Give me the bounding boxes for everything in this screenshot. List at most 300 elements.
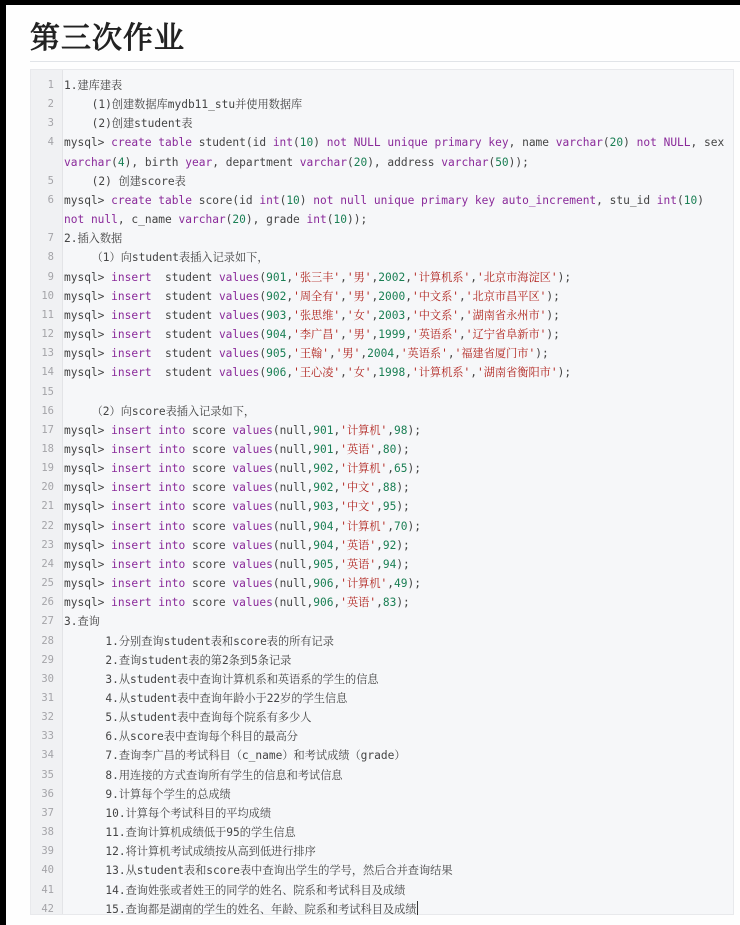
code-keyword: insert into bbox=[111, 423, 186, 437]
code-line bbox=[31, 823, 733, 842]
code-text: , bbox=[371, 289, 379, 303]
line-text bbox=[62, 574, 733, 593]
code-text: 1.建库建表 bbox=[64, 79, 123, 92]
code-line bbox=[31, 402, 733, 421]
code-line bbox=[31, 287, 733, 306]
code-text: score bbox=[185, 423, 233, 437]
code-text: ); bbox=[396, 481, 410, 495]
line-number: 41 bbox=[41, 883, 54, 896]
line-number: 12 bbox=[41, 328, 54, 341]
code-text: , bbox=[371, 270, 379, 284]
code-text: mysql> bbox=[64, 136, 112, 150]
code-string: '张思维' bbox=[293, 308, 341, 322]
line-text bbox=[62, 114, 733, 133]
code-line bbox=[31, 421, 733, 440]
code-text: 5.从student表中查询每个院系有多少人 bbox=[105, 711, 312, 725]
code-text: , bbox=[286, 347, 294, 361]
code-text: 7.查询李广昌的考试科目（c_name）和考试成绩（grade） bbox=[105, 749, 406, 763]
code-text: , bbox=[387, 423, 395, 437]
code-text: , bbox=[333, 577, 341, 591]
code-text: , sex bbox=[690, 136, 731, 150]
code-keyword: varchar bbox=[555, 136, 603, 150]
line-text bbox=[62, 517, 733, 536]
code-text: mysql> bbox=[64, 308, 112, 322]
code-keyword: int bbox=[306, 213, 327, 227]
code-text: ( bbox=[602, 136, 610, 150]
line-number: 11 bbox=[41, 308, 54, 321]
code-number: 10 bbox=[333, 213, 347, 227]
code-text: 13.从student表和score表中查询出学生的学号，然后合并查询结果 bbox=[105, 864, 453, 878]
line-number: 18 bbox=[41, 442, 54, 455]
code-keyword: insert into bbox=[111, 500, 186, 514]
code-keyword: insert into bbox=[111, 519, 186, 533]
code-string: '计算机' bbox=[340, 519, 388, 533]
line-text bbox=[62, 766, 733, 785]
code-text: ( bbox=[259, 366, 267, 380]
code-number: 901 bbox=[313, 442, 334, 456]
code-text: score bbox=[185, 481, 233, 495]
code-string: '男' bbox=[346, 270, 372, 284]
code-line bbox=[31, 612, 733, 631]
code-number: 902 bbox=[313, 481, 334, 495]
code-string: '男' bbox=[346, 328, 372, 342]
line-text bbox=[62, 421, 733, 440]
line-number: 31 bbox=[41, 692, 54, 704]
code-number: 10 bbox=[683, 193, 698, 207]
code-string: '计算机' bbox=[340, 462, 388, 476]
line-text bbox=[62, 708, 733, 727]
code-string: '男' bbox=[346, 289, 372, 303]
line-number: 8 bbox=[47, 251, 54, 264]
code-keyword: create table bbox=[111, 193, 192, 207]
code-text: , bbox=[376, 481, 383, 495]
code-keyword: int bbox=[259, 193, 280, 207]
line-text bbox=[62, 593, 733, 612]
line-text bbox=[62, 861, 733, 880]
code-number: 2004 bbox=[367, 347, 395, 361]
code-keyword: values bbox=[218, 270, 260, 284]
line-number: 10 bbox=[41, 289, 54, 302]
text-cursor bbox=[417, 901, 418, 915]
code-keyword: insert bbox=[111, 270, 152, 284]
code-text: , bbox=[470, 366, 477, 380]
code-string: '中文系' bbox=[412, 289, 460, 303]
code-number: 906 bbox=[313, 577, 334, 591]
code-text: ), grade bbox=[245, 213, 307, 227]
code-keyword: insert into bbox=[111, 557, 186, 571]
code-text: ); bbox=[396, 596, 410, 610]
code-string: '中文' bbox=[340, 481, 377, 495]
line-number: 39 bbox=[41, 845, 54, 858]
code-number: 901 bbox=[266, 270, 287, 284]
code-keyword: values bbox=[218, 308, 260, 322]
line-number: 35 bbox=[41, 768, 54, 781]
code-line bbox=[31, 383, 733, 402]
line-number: 2 bbox=[47, 98, 54, 111]
code-text: ), birth bbox=[124, 155, 186, 169]
code-string: '计算机系' bbox=[412, 366, 471, 380]
line-text bbox=[62, 900, 733, 919]
code-number: 80 bbox=[382, 442, 397, 456]
code-text: mysql> bbox=[64, 442, 112, 456]
line-text bbox=[62, 344, 733, 363]
code-line bbox=[31, 593, 733, 612]
code-text: ) bbox=[313, 136, 327, 150]
code-text: student bbox=[151, 347, 219, 361]
line-text bbox=[62, 440, 733, 459]
code-text: mysql> bbox=[64, 557, 112, 571]
code-string: '英语' bbox=[340, 596, 377, 610]
line-number: 40 bbox=[41, 864, 54, 877]
code-keyword: values bbox=[218, 366, 260, 380]
code-text: , bbox=[333, 519, 341, 533]
code-text: , bbox=[286, 366, 294, 380]
code-text: ); bbox=[407, 577, 421, 591]
code-keyword: values bbox=[232, 442, 273, 456]
code-line bbox=[31, 248, 733, 267]
code-keyword: not null bbox=[64, 213, 118, 227]
code-text: (null, bbox=[272, 423, 314, 437]
line-text bbox=[62, 268, 733, 287]
title-divider bbox=[30, 61, 740, 62]
code-number: 904 bbox=[266, 328, 287, 342]
code-text: score bbox=[185, 557, 233, 571]
code-text: , bbox=[376, 442, 383, 456]
line-text bbox=[62, 76, 733, 95]
code-number: 65 bbox=[394, 462, 408, 476]
code-keyword: values bbox=[232, 500, 273, 514]
code-number: 2002 bbox=[378, 270, 406, 284]
code-keyword: insert bbox=[111, 308, 152, 322]
code-text: 2.插入数据 bbox=[64, 232, 123, 246]
code-keyword: not NULL bbox=[636, 136, 691, 150]
code-text: mysql> bbox=[64, 347, 112, 361]
code-text: mysql> bbox=[64, 328, 112, 342]
code-text: , bbox=[371, 366, 379, 380]
code-text: , bbox=[376, 500, 383, 514]
code-keyword: year bbox=[185, 155, 213, 169]
code-line bbox=[31, 785, 733, 804]
code-string: '王心凌' bbox=[293, 366, 341, 380]
code-line bbox=[31, 900, 733, 919]
code-text: ( bbox=[279, 193, 287, 207]
line-number: 4 bbox=[47, 136, 54, 149]
line-number: 26 bbox=[41, 596, 54, 609]
code-string: '王翰' bbox=[293, 347, 329, 361]
code-text: , bbox=[405, 270, 412, 284]
code-text: , bbox=[333, 442, 341, 456]
code-number: 20 bbox=[232, 213, 246, 227]
line-text bbox=[62, 478, 733, 497]
code-text: 2.查询student表的第2条到5条记录 bbox=[105, 653, 292, 667]
code-keyword: int bbox=[656, 193, 678, 207]
code-text: mysql> bbox=[64, 519, 112, 533]
code-keyword: insert bbox=[111, 347, 152, 361]
code-text: (null, bbox=[272, 462, 314, 476]
line-number: 15 bbox=[41, 385, 54, 398]
code-text: , bbox=[387, 519, 395, 533]
code-string: '北京市海淀区' bbox=[476, 270, 558, 284]
line-number: 38 bbox=[41, 826, 54, 839]
code-keyword: int bbox=[272, 136, 294, 150]
code-text: (1)创建数据库mydb11_stu并使用数据库 bbox=[91, 98, 303, 112]
code-keyword: values bbox=[218, 289, 260, 303]
code-text: , bbox=[340, 366, 347, 380]
code-text: 8.用连接的方式查询所有学生的信息和考试信息 bbox=[105, 768, 343, 782]
code-number: 905 bbox=[313, 557, 334, 571]
line-number: 3 bbox=[47, 117, 54, 130]
code-text: (null, bbox=[272, 500, 314, 514]
code-text: , bbox=[340, 270, 347, 284]
code-text: 4.从student表中查询年龄小于22岁的学生信息 bbox=[105, 692, 348, 705]
code-text: (null, bbox=[272, 519, 314, 533]
code-number: 1998 bbox=[378, 366, 406, 380]
code-keyword: not null unique primary key auto_increment bbox=[313, 193, 597, 207]
code-keyword: insert into bbox=[111, 481, 186, 495]
code-keyword: insert into bbox=[111, 538, 186, 552]
line-number: 37 bbox=[41, 806, 54, 819]
code-line bbox=[31, 555, 733, 574]
code-text: ( bbox=[326, 213, 334, 227]
code-text: 6.从score表中查询每个科目的最高分 bbox=[105, 730, 298, 744]
code-string: '计算机' bbox=[340, 423, 388, 437]
code-text: , bbox=[405, 328, 412, 342]
code-text: , bbox=[447, 347, 455, 361]
code-number: 10 bbox=[286, 193, 300, 207]
code-number: 70 bbox=[394, 519, 408, 533]
code-keyword: not NULL unique primary key bbox=[326, 136, 509, 150]
code-text: mysql> bbox=[64, 500, 112, 514]
code-string: '湖南省衡阳市' bbox=[476, 366, 558, 380]
code-line bbox=[31, 727, 733, 746]
code-text: , bbox=[286, 270, 294, 284]
code-text: ); bbox=[546, 328, 560, 342]
line-text bbox=[62, 536, 733, 555]
line-text bbox=[62, 785, 733, 804]
code-keyword: values bbox=[218, 347, 260, 361]
code-keyword: varchar bbox=[299, 155, 347, 169]
code-keyword: insert into bbox=[111, 596, 186, 610]
line-text bbox=[62, 632, 733, 651]
code-string: '李广昌' bbox=[293, 328, 341, 342]
code-number: 901 bbox=[313, 423, 334, 437]
line-text bbox=[62, 842, 733, 861]
code-string: '辽宁省阜新市' bbox=[465, 328, 547, 342]
code-number: 902 bbox=[266, 289, 287, 303]
code-text: 9.计算每个学生的总成绩 bbox=[105, 787, 231, 801]
line-number: 5 bbox=[47, 174, 54, 187]
code-number: 2000 bbox=[378, 289, 406, 303]
code-text: score bbox=[185, 462, 233, 476]
code-text: , bbox=[340, 289, 347, 303]
code-text: , bbox=[333, 538, 341, 552]
code-text: 14.查询姓张或者姓王的同学的姓名、院系和考试科目及成绩 bbox=[105, 883, 406, 897]
code-text: score bbox=[185, 596, 233, 610]
line-number: 25 bbox=[41, 577, 54, 590]
code-text: student bbox=[151, 270, 219, 284]
code-text: )); bbox=[508, 155, 529, 169]
code-number: 2003 bbox=[378, 308, 406, 322]
line-text bbox=[62, 133, 733, 171]
line-text bbox=[62, 746, 733, 765]
code-number: 92 bbox=[382, 538, 397, 552]
code-text: ( bbox=[488, 155, 496, 169]
code-text: 10.计算每个考试科目的平均成绩 bbox=[105, 806, 272, 820]
code-text: , bbox=[371, 328, 379, 342]
code-number: 903 bbox=[266, 308, 287, 322]
code-text: ); bbox=[396, 442, 410, 456]
code-number: 98 bbox=[394, 423, 408, 437]
code-number: 88 bbox=[382, 481, 397, 495]
line-number: 9 bbox=[47, 270, 54, 283]
code-text: ( bbox=[111, 155, 118, 169]
code-line bbox=[31, 325, 733, 344]
code-string: '女' bbox=[346, 308, 372, 322]
code-text: , c_name bbox=[117, 213, 179, 227]
code-text: , bbox=[387, 577, 395, 591]
code-line bbox=[31, 133, 733, 171]
line-number: 32 bbox=[41, 711, 54, 724]
code-number: 906 bbox=[313, 596, 334, 610]
code-text: , bbox=[459, 308, 466, 322]
code-text: ) bbox=[623, 136, 637, 150]
code-text: score bbox=[185, 500, 233, 514]
code-keyword: values bbox=[232, 577, 273, 591]
code-number: 903 bbox=[313, 500, 334, 514]
line-text bbox=[62, 804, 733, 823]
code-keyword: insert into bbox=[111, 462, 186, 476]
line-number: 27 bbox=[41, 615, 54, 628]
code-text: ( bbox=[225, 213, 233, 227]
code-line bbox=[31, 861, 733, 880]
code-text: , bbox=[333, 596, 341, 610]
line-text bbox=[62, 670, 733, 689]
code-string: '英语系' bbox=[400, 347, 448, 361]
code-keyword: values bbox=[232, 481, 273, 495]
code-number: 10 bbox=[299, 136, 314, 150]
line-number: 16 bbox=[41, 404, 54, 417]
code-text: ( bbox=[259, 347, 267, 361]
code-keyword: values bbox=[232, 519, 273, 533]
code-text: mysql> bbox=[64, 289, 112, 303]
code-string: '英语' bbox=[340, 557, 377, 571]
line-number: 20 bbox=[41, 481, 54, 494]
code-text: , bbox=[333, 481, 341, 495]
code-keyword: insert bbox=[111, 328, 152, 342]
code-keyword: create table bbox=[111, 136, 192, 150]
code-number: 905 bbox=[266, 347, 287, 361]
code-keyword: values bbox=[232, 557, 273, 571]
code-text: mysql> bbox=[64, 577, 112, 591]
line-text bbox=[62, 248, 733, 267]
code-string: '湖南省永州市' bbox=[465, 308, 547, 322]
code-line bbox=[31, 517, 733, 536]
code-text: student bbox=[151, 308, 219, 322]
line-text bbox=[62, 306, 733, 325]
line-text bbox=[62, 881, 733, 900]
code-number: 94 bbox=[382, 557, 397, 571]
code-text: , bbox=[286, 308, 294, 322]
code-keyword: varchar bbox=[178, 213, 226, 227]
code-string: '北京市昌平区' bbox=[465, 289, 547, 303]
code-number: 50 bbox=[495, 155, 509, 169]
code-number: 1999 bbox=[378, 328, 406, 342]
code-text: ); bbox=[546, 289, 560, 303]
code-line bbox=[31, 95, 733, 114]
code-text: , bbox=[360, 347, 368, 361]
code-string: '计算机' bbox=[340, 577, 388, 591]
code-text: ( bbox=[259, 308, 267, 322]
code-text: （2）向score表插入记录如下， bbox=[91, 404, 256, 418]
code-text: mysql> bbox=[64, 193, 112, 207]
code-text: mysql> bbox=[64, 423, 112, 437]
code-line bbox=[31, 76, 733, 95]
code-text: score bbox=[185, 538, 233, 552]
code-line bbox=[31, 268, 733, 287]
code-text: , bbox=[333, 423, 341, 437]
code-block[interactable] bbox=[30, 69, 734, 915]
line-text bbox=[62, 95, 733, 114]
code-keyword: values bbox=[232, 462, 273, 476]
code-text: student(id bbox=[191, 136, 273, 150]
code-line bbox=[31, 804, 733, 823]
code-text: ); bbox=[546, 308, 560, 322]
code-text: , bbox=[459, 289, 466, 303]
code-line bbox=[31, 746, 733, 765]
code-text: , department bbox=[212, 155, 300, 169]
code-text: ); bbox=[557, 366, 572, 380]
code-text: ( bbox=[346, 155, 354, 169]
line-text bbox=[62, 612, 733, 631]
code-line bbox=[31, 842, 733, 861]
code-string: '中文系' bbox=[412, 308, 460, 322]
code-keyword: values bbox=[232, 596, 273, 610]
code-text: score bbox=[185, 519, 233, 533]
code-text: 15.查询都是湖南的学生的姓名、年龄、院系和考试科目及成绩 bbox=[105, 902, 417, 916]
code-text: (null, bbox=[272, 557, 314, 571]
code-number: 95 bbox=[382, 500, 397, 514]
code-number: 904 bbox=[313, 519, 334, 533]
code-number: 83 bbox=[382, 596, 397, 610]
code-line bbox=[31, 363, 733, 382]
code-text: (null, bbox=[272, 538, 314, 552]
code-line bbox=[31, 881, 733, 900]
code-text: , bbox=[459, 328, 466, 342]
code-text: student bbox=[151, 289, 219, 303]
code-text: ) bbox=[697, 193, 711, 207]
line-number: 33 bbox=[41, 730, 54, 743]
line-number: 28 bbox=[41, 634, 54, 647]
code-line bbox=[31, 651, 733, 670]
code-text: (2) 创建score表 bbox=[91, 174, 186, 188]
line-number: 1 bbox=[47, 79, 54, 91]
code-number: 20 bbox=[353, 155, 368, 169]
code-text: ( bbox=[677, 193, 684, 207]
code-string: '计算机系' bbox=[412, 270, 471, 284]
code-string: '周全有' bbox=[293, 289, 341, 303]
page-title: 第三次作业 bbox=[30, 21, 185, 56]
code-number: 904 bbox=[313, 538, 334, 552]
line-number: 30 bbox=[41, 672, 54, 685]
code-text: 3.查询 bbox=[64, 615, 100, 629]
code-line bbox=[31, 670, 733, 689]
line-text bbox=[62, 497, 733, 516]
code-text: mysql> bbox=[64, 596, 112, 610]
line-text bbox=[62, 555, 733, 574]
line-text bbox=[62, 229, 733, 248]
code-text: , bbox=[340, 308, 347, 322]
code-text: , bbox=[286, 289, 294, 303]
